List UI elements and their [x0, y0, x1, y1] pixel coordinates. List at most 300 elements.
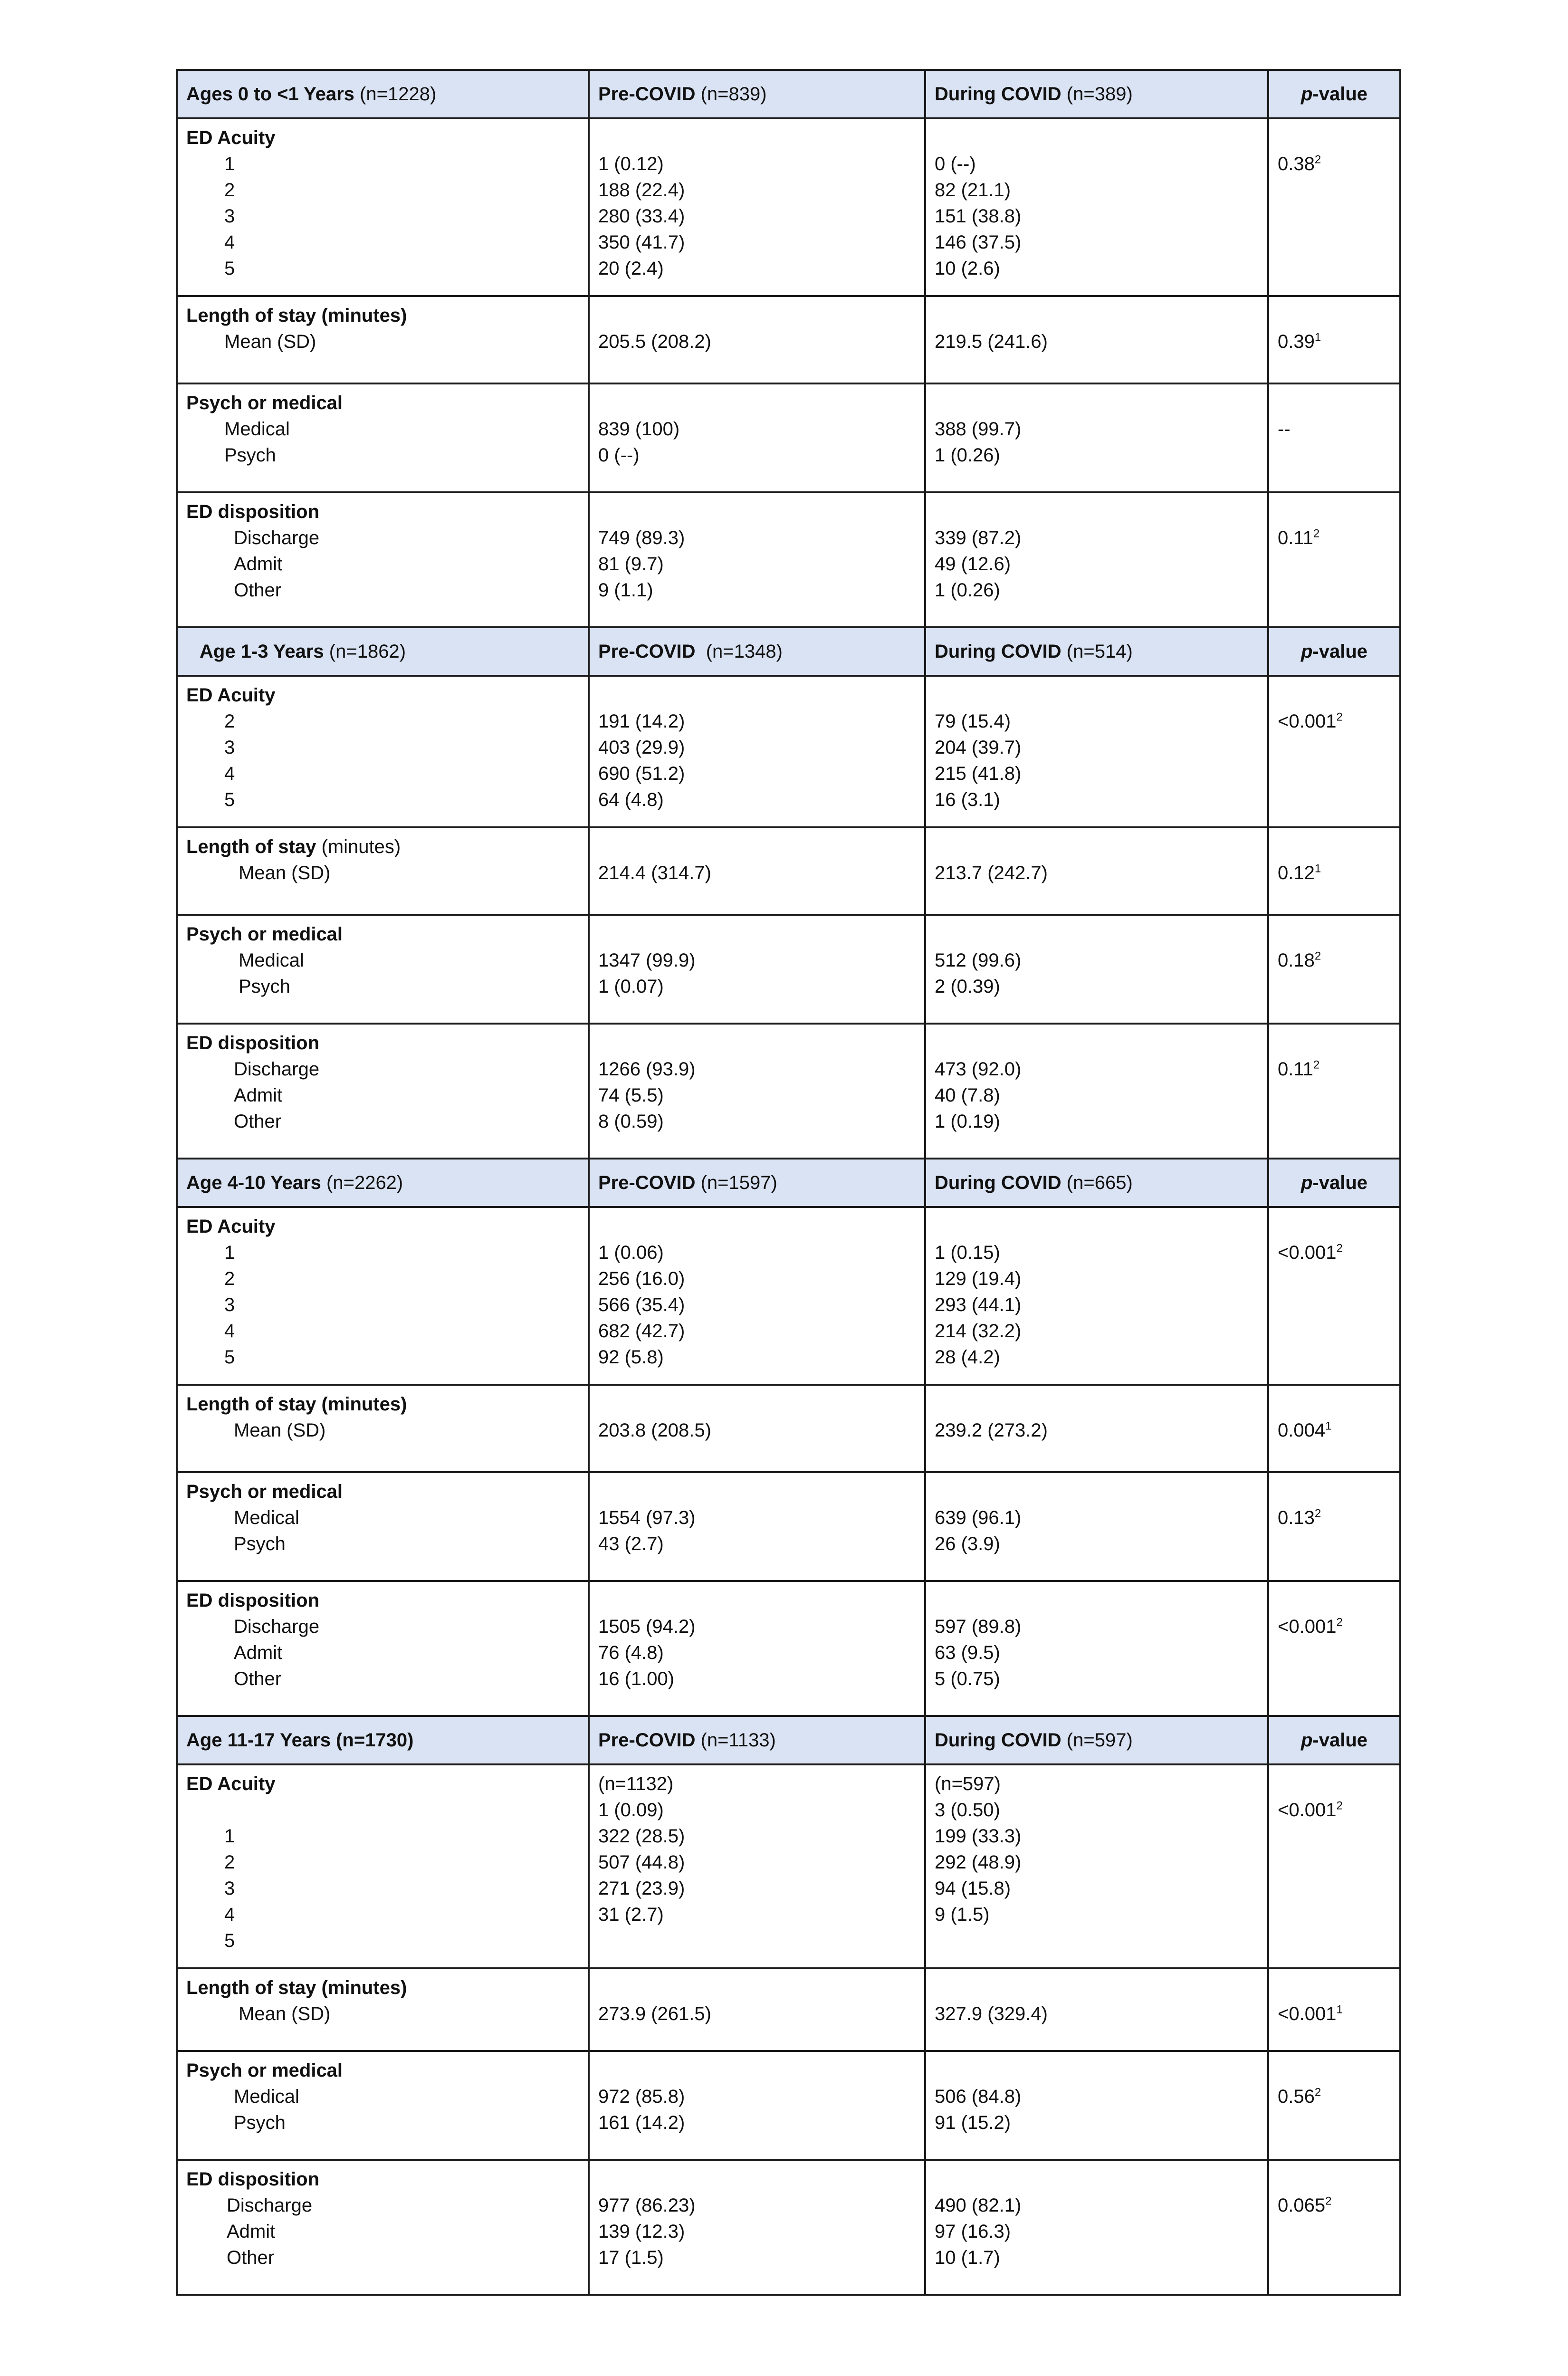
- during-covid-cell: [925, 915, 1268, 1024]
- during-covid-header: [925, 70, 1268, 118]
- during-covid-count: (n=665): [1061, 1172, 1133, 1193]
- during-covid-value: 339 (87.2): [935, 527, 1022, 548]
- spacer: [598, 921, 916, 948]
- variable-row: [177, 2051, 1400, 2160]
- variable-title: [186, 499, 579, 525]
- p-value: [1278, 525, 1391, 551]
- during-covid-cell: [925, 1385, 1268, 1472]
- category-label: Other: [234, 580, 282, 601]
- during-covid-value: 473 (92.0): [935, 1059, 1022, 1080]
- pre-covid-count: (n=1597): [695, 1172, 777, 1193]
- category-label: Medical: [234, 2086, 299, 2107]
- pre-covid-value: 403 (29.9): [598, 737, 685, 758]
- pre-covid-label: Pre-COVID: [598, 83, 696, 105]
- spacer: [598, 2166, 916, 2193]
- age-group-header: [177, 70, 589, 118]
- during-covid-value: 79 (15.4): [935, 711, 1011, 732]
- p-value: [1278, 1240, 1391, 1266]
- pre-covid-value: 749 (89.3): [598, 527, 685, 548]
- p-value-number: 0.38: [1278, 153, 1315, 174]
- during-covid-value: 388 (99.7): [935, 419, 1022, 440]
- test-footnote-marker: 2: [1313, 527, 1320, 540]
- category-label: Discharge: [234, 1059, 320, 1080]
- during-covid-value: 9 (1.5): [935, 1904, 990, 1925]
- during-covid-value: 10 (1.7): [935, 2247, 1000, 2268]
- variable-title: [186, 2058, 579, 2084]
- age-group-label: Ages 0 to <1 Years: [186, 83, 354, 105]
- p-value: [1278, 860, 1391, 886]
- category-label: 4: [224, 1321, 235, 1341]
- spacer: [598, 125, 916, 151]
- p-value: [1278, 709, 1391, 735]
- category-label: 1: [224, 153, 235, 174]
- results-table-body: [177, 70, 1400, 2295]
- p-value-cell: [1268, 492, 1400, 627]
- during-covid-cell: [925, 1581, 1268, 1716]
- test-footnote-marker: 2: [1314, 1507, 1321, 1520]
- age-group-label: Age 11-17 Years (n=1730): [186, 1729, 414, 1751]
- pre-covid-value: 1266 (93.9): [598, 1059, 696, 1080]
- p-value-number: 0.065: [1278, 2195, 1326, 2216]
- during-covid-value: 1 (0.19): [935, 1111, 1000, 1132]
- variable-title-text: ED Acuity: [186, 685, 276, 706]
- category-label: 2: [224, 180, 235, 201]
- spacer: [1278, 921, 1391, 948]
- results-table: [176, 69, 1401, 2296]
- p-value-cell: [1268, 383, 1400, 492]
- during-covid-value: 40 (7.8): [935, 1085, 1000, 1106]
- spacer: [598, 390, 916, 416]
- during-covid-count: (n=597): [1061, 1729, 1133, 1751]
- pre-covid-value: 1505 (94.2): [598, 1616, 696, 1637]
- during-covid-value: 239.2 (273.2): [935, 1420, 1048, 1441]
- p-value-cell: [1268, 1207, 1400, 1385]
- p-value-number: <0.001: [1278, 1616, 1337, 1637]
- variable-row: [177, 383, 1400, 492]
- pre-covid-value: 64 (4.8): [598, 789, 664, 810]
- age-group-count: (n=1862): [324, 641, 406, 662]
- spacer: [935, 1479, 1259, 1505]
- during-covid-value: 26 (3.9): [935, 1533, 1000, 1554]
- p-value: [1278, 329, 1391, 355]
- spacer: [935, 921, 1259, 948]
- category-label: Other: [227, 2247, 275, 2268]
- spacer: [1278, 1030, 1391, 1056]
- pre-covid-value: 8 (0.59): [598, 1111, 664, 1132]
- variable-title-text: Length of stay: [186, 836, 316, 857]
- pre-covid-label: Pre-COVID: [598, 1172, 696, 1193]
- spacer: [598, 682, 916, 709]
- variable-row: [177, 676, 1400, 827]
- spacer: [935, 2166, 1259, 2193]
- p-value-number: 0.18: [1278, 950, 1315, 971]
- variable-title-text: Psych or medical: [186, 2060, 343, 2081]
- section-header-row: [177, 627, 1400, 676]
- during-covid-cell: [925, 827, 1268, 915]
- variable-title-text: ED Acuity: [186, 1773, 276, 1794]
- p-value-label-p: p: [1300, 83, 1313, 105]
- variable-row: [177, 827, 1400, 915]
- p-value: [1278, 1418, 1391, 1444]
- pre-covid-value: 972 (85.8): [598, 2086, 685, 2107]
- p-value-header: [1268, 1716, 1400, 1764]
- category-label: Medical: [234, 1507, 299, 1528]
- variable-title: [186, 1030, 579, 1056]
- test-footnote-marker: 1: [1314, 862, 1321, 875]
- spacer: [1278, 499, 1391, 525]
- test-footnote-marker: 2: [1314, 153, 1321, 166]
- during-covid-subcount: (n=597): [935, 1773, 1001, 1794]
- pre-covid-value: 9 (1.1): [598, 580, 653, 601]
- category-label: 3: [224, 1878, 235, 1899]
- pre-covid-cell: [589, 676, 925, 827]
- variable-title: [186, 1214, 579, 1240]
- test-footnote-marker: 2: [1336, 1616, 1343, 1629]
- during-covid-value: 1 (0.26): [935, 580, 1000, 601]
- spacer: [1278, 834, 1391, 860]
- pre-covid-value: 1554 (97.3): [598, 1507, 696, 1528]
- p-value-cell: [1268, 296, 1400, 383]
- pre-covid-value: 203.8 (208.5): [598, 1420, 711, 1441]
- pre-covid-header: [589, 1716, 925, 1764]
- p-value: [1278, 2084, 1391, 2110]
- pre-covid-cell: [589, 1968, 925, 2051]
- category-label: Admit: [234, 1085, 283, 1106]
- pre-covid-value: 507 (44.8): [598, 1852, 685, 1873]
- variable-title: [186, 921, 579, 948]
- spacer: [598, 1479, 916, 1505]
- spacer: [1278, 1479, 1391, 1505]
- p-value-number: 0.11: [1278, 1059, 1313, 1080]
- pre-covid-cell: [589, 1207, 925, 1385]
- pre-covid-count: (n=1348): [695, 641, 783, 662]
- during-covid-value: 0 (--): [935, 153, 976, 174]
- during-covid-value: 146 (37.5): [935, 232, 1022, 253]
- p-value-cell: [1268, 1385, 1400, 1472]
- pre-covid-value: 350 (41.7): [598, 232, 685, 253]
- category-label: 3: [224, 1294, 235, 1315]
- variable-title-text: ED disposition: [186, 1033, 319, 1054]
- pre-covid-value: 566 (35.4): [598, 1294, 685, 1315]
- spacer: [1278, 1771, 1391, 1797]
- during-covid-value: 506 (84.8): [935, 2086, 1022, 2107]
- variable-title-text: Psych or medical: [186, 924, 343, 945]
- p-value-header: [1268, 627, 1400, 676]
- p-value-number: 0.13: [1278, 1507, 1315, 1528]
- section-header-row: [177, 1716, 1400, 1764]
- spacer: [935, 1588, 1259, 1614]
- p-value-cell: [1268, 1581, 1400, 1716]
- spacer: [935, 1214, 1259, 1240]
- variable-row: [177, 1024, 1400, 1159]
- during-covid-value: 597 (89.8): [935, 1616, 1022, 1637]
- pre-covid-value: 273.9 (261.5): [598, 2003, 711, 2024]
- variable-cell: [177, 1764, 589, 1968]
- spacer: [1278, 303, 1391, 329]
- during-covid-value: 94 (15.8): [935, 1878, 1011, 1899]
- during-covid-value: 5 (0.75): [935, 1668, 1000, 1689]
- pre-covid-value: 17 (1.5): [598, 2247, 664, 2268]
- pre-covid-cell: [589, 1472, 925, 1581]
- pre-covid-cell: [589, 827, 925, 915]
- p-value-number: 0.56: [1278, 2086, 1315, 2107]
- category-label: 2: [224, 1852, 235, 1873]
- spacer: [1278, 2166, 1391, 2193]
- during-covid-value: 1 (0.26): [935, 445, 1000, 466]
- variable-title: [186, 125, 579, 151]
- p-value-label-p: p: [1300, 641, 1313, 662]
- variable-title-suffix: (minutes): [316, 836, 401, 857]
- during-covid-value: 490 (82.1): [935, 2195, 1022, 2216]
- p-value-label-p: p: [1300, 1729, 1313, 1751]
- p-value-number: 0.11: [1278, 527, 1313, 548]
- variable-cell: [177, 383, 589, 492]
- during-covid-value: 82 (21.1): [935, 180, 1011, 201]
- during-covid-value: 91 (15.2): [935, 2112, 1011, 2133]
- variable-row: [177, 1764, 1400, 1968]
- p-value-label-rest: -value: [1312, 1729, 1368, 1751]
- age-group-count: (n=1228): [354, 83, 437, 105]
- category-label: 2: [224, 1268, 235, 1289]
- during-covid-value: 63 (9.5): [935, 1642, 1000, 1663]
- test-footnote-marker: 2: [1325, 2194, 1332, 2208]
- pre-covid-cell: [589, 1024, 925, 1159]
- category-label: 1: [224, 1826, 235, 1847]
- category-label: 5: [224, 1347, 235, 1368]
- category-label: 5: [224, 789, 235, 810]
- age-group-label: Age 1-3 Years: [200, 641, 324, 662]
- category-label: 3: [224, 206, 235, 227]
- category-label: Other: [234, 1668, 282, 1689]
- variable-title: [186, 682, 579, 709]
- during-covid-value: 292 (48.9): [935, 1852, 1022, 1873]
- pre-covid-value: 139 (12.3): [598, 2221, 685, 2242]
- age-group-count: (n=2262): [321, 1172, 403, 1193]
- variable-title: [186, 303, 579, 329]
- age-group-header: [177, 1159, 589, 1207]
- category-label: Psych: [239, 976, 290, 997]
- p-value-label-rest: -value: [1312, 83, 1368, 105]
- p-value: [1278, 1056, 1391, 1083]
- variable-title: [186, 1479, 579, 1505]
- pre-covid-value: 690 (51.2): [598, 763, 685, 784]
- p-value-label-rest: -value: [1312, 641, 1368, 662]
- p-value-label-p: p: [1300, 1172, 1313, 1193]
- variable-cell: [177, 492, 589, 627]
- variable-title-text: ED Acuity: [186, 1216, 276, 1237]
- p-value-number: <0.001: [1278, 1242, 1337, 1263]
- pre-covid-cell: [589, 118, 925, 296]
- spacer: [598, 499, 916, 525]
- category-label: Psych: [224, 445, 276, 466]
- during-covid-value: 10 (2.6): [935, 258, 1000, 279]
- category-label: 5: [224, 258, 235, 279]
- pre-covid-value: 161 (14.2): [598, 2112, 685, 2133]
- p-value: [1278, 416, 1391, 442]
- category-label: 1: [224, 1242, 235, 1263]
- p-value-label-rest: -value: [1312, 1172, 1368, 1193]
- test-footnote-marker: 2: [1336, 710, 1343, 724]
- pre-covid-value: 20 (2.4): [598, 258, 664, 279]
- variable-title: [186, 1975, 579, 2001]
- pre-covid-value: 81 (9.7): [598, 554, 664, 575]
- category-label: Admit: [234, 554, 283, 575]
- spacer: [598, 1030, 916, 1056]
- pre-covid-cell: [589, 915, 925, 1024]
- spacer: [1278, 2058, 1391, 2084]
- p-value-cell: [1268, 1764, 1400, 1968]
- variable-cell: [177, 676, 589, 827]
- during-covid-value: 293 (44.1): [935, 1294, 1022, 1315]
- test-footnote-marker: 2: [1336, 1242, 1343, 1255]
- spacer: [1278, 1975, 1391, 2001]
- variable-title: [186, 2166, 579, 2193]
- during-covid-cell: [925, 2051, 1268, 2160]
- spacer: [1278, 1391, 1391, 1418]
- during-covid-count: (n=514): [1061, 641, 1133, 662]
- category-label: Discharge: [227, 2195, 313, 2216]
- category-label: 5: [224, 1930, 235, 1951]
- pre-covid-value: 1 (0.06): [598, 1242, 664, 1263]
- during-covid-cell: [925, 492, 1268, 627]
- pre-covid-value: 322 (28.5): [598, 1826, 685, 1847]
- variable-cell: [177, 1207, 589, 1385]
- spacer: [935, 1975, 1259, 2001]
- p-value-cell: [1268, 118, 1400, 296]
- during-covid-label: During COVID: [935, 641, 1061, 662]
- pre-covid-header: [589, 70, 925, 118]
- during-covid-cell: [925, 1968, 1268, 2051]
- pre-covid-value: 188 (22.4): [598, 180, 685, 201]
- during-covid-header: [925, 1716, 1268, 1764]
- pre-covid-cell: [589, 492, 925, 627]
- spacer: [1278, 125, 1391, 151]
- variable-cell: [177, 915, 589, 1024]
- variable-row: [177, 296, 1400, 383]
- spacer: [935, 303, 1259, 329]
- p-value: [1278, 2193, 1391, 2219]
- variable-title-text: Length of stay (minutes): [186, 305, 407, 326]
- test-footnote-marker: 2: [1314, 949, 1321, 963]
- pre-covid-value: 16 (1.00): [598, 1668, 675, 1689]
- pre-covid-value: 0 (--): [598, 445, 640, 466]
- spacer: [935, 682, 1259, 709]
- pre-covid-value: 214.4 (314.7): [598, 862, 711, 883]
- variable-row: [177, 492, 1400, 627]
- spacer: [598, 303, 916, 329]
- pre-covid-label: Pre-COVID: [598, 1729, 696, 1751]
- during-covid-cell: [925, 1764, 1268, 1968]
- variable-row: [177, 1472, 1400, 1581]
- p-value-number: <0.001: [1278, 711, 1337, 732]
- during-covid-value: 327.9 (329.4): [935, 2003, 1048, 2024]
- during-covid-label: During COVID: [935, 83, 1061, 105]
- pre-covid-value: 191 (14.2): [598, 711, 685, 732]
- pre-covid-value: 1347 (99.9): [598, 950, 696, 971]
- test-footnote-marker: 2: [1313, 1058, 1320, 1072]
- category-label: 3: [224, 737, 235, 758]
- during-covid-cell: [925, 296, 1268, 383]
- during-covid-value: 639 (96.1): [935, 1507, 1022, 1528]
- category-label: Medical: [239, 950, 304, 971]
- spacer: [598, 1975, 916, 2001]
- p-value-header: [1268, 1159, 1400, 1207]
- category-label: 4: [224, 763, 235, 784]
- pre-covid-cell: [589, 1764, 925, 1968]
- during-covid-cell: [925, 1024, 1268, 1159]
- during-covid-value: 16 (3.1): [935, 789, 1000, 810]
- during-covid-value: 204 (39.7): [935, 737, 1022, 758]
- age-group-header: [177, 1716, 589, 1764]
- variable-cell: [177, 1385, 589, 1472]
- during-covid-cell: [925, 383, 1268, 492]
- during-covid-header: [925, 627, 1268, 676]
- pre-covid-value: 1 (0.12): [598, 153, 664, 174]
- p-value-number: 0.004: [1278, 1420, 1326, 1441]
- variable-row: [177, 1968, 1400, 2051]
- pre-covid-value: 271 (23.9): [598, 1878, 685, 1899]
- pre-covid-count: (n=1133): [695, 1729, 776, 1751]
- variable-title: [186, 1391, 579, 1418]
- variable-row: [177, 1581, 1400, 1716]
- variable-cell: [177, 118, 589, 296]
- p-value-cell: [1268, 1024, 1400, 1159]
- pre-covid-value: 92 (5.8): [598, 1347, 664, 1368]
- variable-title-text: Length of stay (minutes): [186, 1977, 407, 1998]
- variable-row: [177, 2160, 1400, 2295]
- p-value-header: [1268, 70, 1400, 118]
- variable-cell: [177, 1581, 589, 1716]
- category-label: Medical: [224, 419, 290, 440]
- pre-covid-value: 43 (2.7): [598, 1533, 664, 1554]
- category-label: Mean (SD): [224, 331, 316, 352]
- category-label: Psych: [234, 1533, 286, 1554]
- test-footnote-marker: 2: [1336, 1799, 1343, 1812]
- spacer: [598, 1391, 916, 1418]
- variable-cell: [177, 1472, 589, 1581]
- variable-title-text: ED disposition: [186, 501, 319, 522]
- p-value: [1278, 948, 1391, 974]
- variable-title-text: Length of stay (minutes): [186, 1394, 407, 1415]
- spacer: [1278, 682, 1391, 709]
- p-value-cell: [1268, 2051, 1400, 2160]
- pre-covid-value: 682 (42.7): [598, 1321, 685, 1341]
- during-covid-value: 199 (33.3): [935, 1826, 1022, 1847]
- p-value-cell: [1268, 1472, 1400, 1581]
- category-label: 4: [224, 1904, 235, 1925]
- test-footnote-marker: 1: [1314, 331, 1321, 344]
- section-header-row: [177, 1159, 1400, 1207]
- during-covid-count: (n=389): [1061, 83, 1133, 105]
- spacer: [186, 1797, 579, 1823]
- spacer: [935, 125, 1259, 151]
- during-covid-label: During COVID: [935, 1729, 1061, 1751]
- p-value: [1278, 1614, 1391, 1640]
- spacer: [935, 1391, 1259, 1418]
- variable-title: [186, 834, 579, 860]
- variable-row: [177, 915, 1400, 1024]
- variable-title-text: Psych or medical: [186, 1481, 343, 1502]
- pre-covid-value: 839 (100): [598, 419, 680, 440]
- p-value: [1278, 151, 1391, 177]
- spacer: [598, 2058, 916, 2084]
- section-header-row: [177, 70, 1400, 118]
- variable-cell: [177, 827, 589, 915]
- variable-cell: [177, 1968, 589, 2051]
- during-covid-value: 3 (0.50): [935, 1800, 1000, 1820]
- pre-covid-value: 1 (0.09): [598, 1800, 664, 1820]
- pre-covid-count: (n=839): [695, 83, 767, 105]
